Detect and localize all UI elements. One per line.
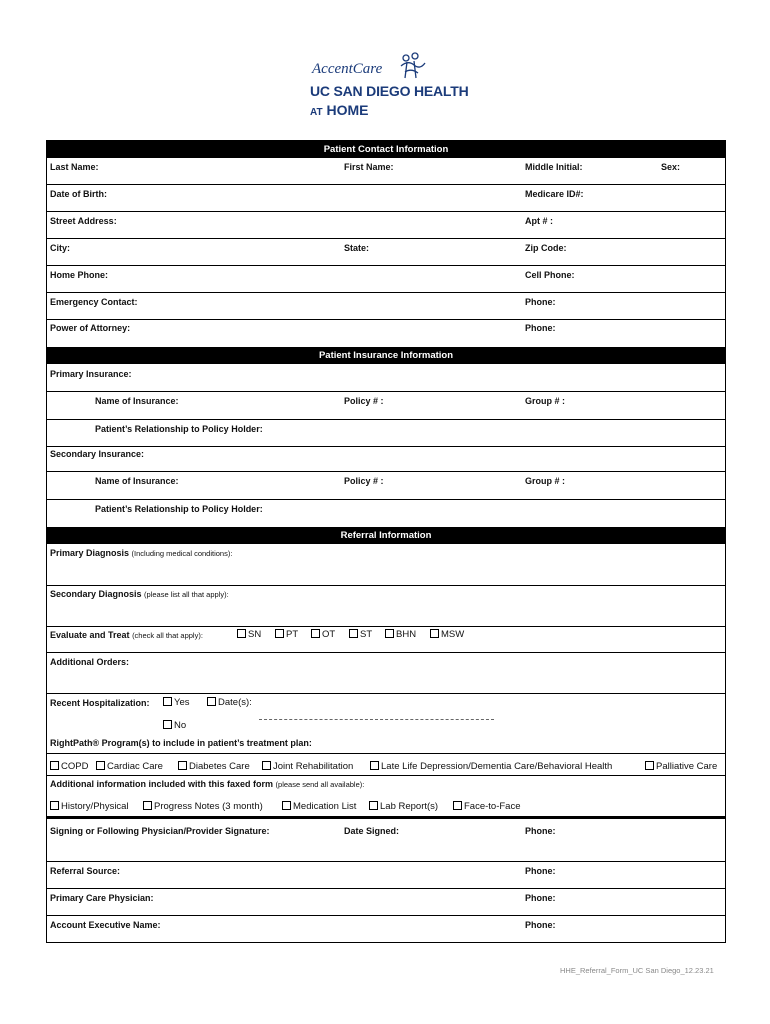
section-header-insurance: Patient Insurance Information — [47, 347, 725, 364]
checkbox-face-to-face[interactable]: Face-to-Face — [453, 801, 521, 812]
divider — [47, 419, 725, 420]
medicare-id-field[interactable]: Medicare ID#: — [525, 189, 584, 199]
city-field[interactable]: City: — [50, 243, 70, 253]
divider — [47, 265, 725, 266]
secondary-insurance-name-field[interactable]: Name of Insurance: — [95, 476, 179, 486]
primary-care-physician-field[interactable]: Primary Care Physician: — [50, 893, 154, 903]
last-name-field[interactable]: Last Name: — [50, 162, 99, 172]
divider — [47, 626, 725, 627]
checkbox-joint-rehabilitation[interactable]: Joint Rehabilitation — [262, 761, 353, 772]
additional-info-label: Additional information included with this faxed form (please send all available): — [50, 779, 365, 789]
secondary-policy-field[interactable]: Policy # : — [344, 476, 384, 486]
divider — [47, 585, 725, 586]
power-of-attorney-field[interactable]: Power of Attorney: — [50, 323, 131, 333]
section-header-contact: Patient Contact Information — [47, 141, 725, 158]
checkbox-msw[interactable]: MSW — [430, 629, 464, 640]
checkbox-cardiac-care[interactable]: Cardiac Care — [96, 761, 163, 772]
divider — [47, 775, 725, 776]
accentcare-figures-icon — [398, 52, 428, 82]
emergency-phone-field[interactable]: Phone: — [525, 297, 556, 307]
secondary-relationship-field[interactable]: Patient’s Relationship to Policy Holder: — [95, 504, 263, 514]
dates-entry-line — [259, 719, 494, 720]
checkbox-diabetes-care[interactable]: Diabetes Care — [178, 761, 250, 772]
zip-code-field[interactable]: Zip Code: — [525, 243, 567, 253]
dob-field[interactable]: Date of Birth: — [50, 189, 107, 199]
at-home-wordmark: AT HOME — [310, 102, 369, 118]
emergency-contact-field[interactable]: Emergency Contact: — [50, 297, 138, 307]
primary-insurance-name-field[interactable]: Name of Insurance: — [95, 396, 179, 406]
evaluate-treat-label: Evaluate and Treat (check all that apply): — [50, 630, 203, 640]
divider — [47, 861, 725, 862]
checkbox-bhn[interactable]: BHN — [385, 629, 416, 640]
primary-group-field[interactable]: Group # : — [525, 396, 565, 406]
checkbox-medication-list[interactable]: Medication List — [282, 801, 356, 812]
ucsd-wordmark: UC SAN DIEGO HEALTH — [310, 83, 469, 99]
referral-source-field[interactable]: Referral Source: — [50, 866, 121, 876]
street-address-field[interactable]: Street Address: — [50, 216, 117, 226]
checkbox-progress-notes[interactable]: Progress Notes (3 month) — [143, 801, 263, 812]
poa-phone-field[interactable]: Phone: — [525, 323, 556, 333]
accentcare-wordmark: AccentCare — [312, 61, 383, 77]
checkbox-history-physical[interactable]: History/Physical — [50, 801, 129, 812]
additional-orders-field[interactable]: Additional Orders: — [50, 657, 130, 667]
account-executive-phone-field[interactable]: Phone: — [525, 920, 556, 930]
home-phone-field[interactable]: Home Phone: — [50, 270, 109, 280]
referral-source-phone-field[interactable]: Phone: — [525, 866, 556, 876]
divider — [47, 391, 725, 392]
divider — [47, 499, 725, 500]
checkbox-late-life-depression[interactable]: Late Life Depression/Dementia Care/Behavioral Health — [370, 761, 612, 772]
apt-field[interactable]: Apt # : — [525, 216, 553, 226]
physician-signature-field[interactable]: Signing or Following Physician/Provider Signature: — [50, 826, 270, 836]
divider — [47, 693, 725, 694]
divider — [47, 888, 725, 889]
state-field[interactable]: State: — [344, 243, 370, 253]
checkbox-lab-reports[interactable]: Lab Report(s) — [369, 801, 438, 812]
divider — [47, 446, 725, 447]
secondary-group-field[interactable]: Group # : — [525, 476, 565, 486]
hospitalization-dates-field[interactable]: Date(s): — [207, 697, 252, 708]
company-logo — [310, 52, 480, 122]
divider — [47, 753, 725, 754]
divider — [47, 915, 725, 916]
divider — [47, 292, 725, 293]
primary-diagnosis-field[interactable]: Primary Diagnosis (Including medical conditions): — [50, 548, 233, 558]
checkbox-sn[interactable]: SN — [237, 629, 261, 640]
form-footer-id: HHE_Referral_Form_UC San Diego_12.23.21 — [560, 966, 714, 975]
pcp-phone-field[interactable]: Phone: — [525, 893, 556, 903]
secondary-diagnosis-field[interactable]: Secondary Diagnosis (please list all that apply): — [50, 589, 229, 599]
divider — [47, 652, 725, 653]
checkbox-palliative-care[interactable]: Palliative Care — [645, 761, 717, 772]
primary-insurance-label: Primary Insurance: — [50, 369, 132, 379]
rightpath-label: RightPath® Program(s) to include in patient’s treatment plan: — [50, 738, 312, 748]
divider — [47, 319, 725, 320]
account-executive-field[interactable]: Account Executive Name: — [50, 920, 161, 930]
checkbox-st[interactable]: ST — [349, 629, 372, 640]
sex-field[interactable]: Sex: — [661, 162, 681, 172]
primary-relationship-field[interactable]: Patient’s Relationship to Policy Holder: — [95, 424, 263, 434]
first-name-field[interactable]: First Name: — [344, 162, 394, 172]
primary-policy-field[interactable]: Policy # : — [344, 396, 384, 406]
divider — [47, 238, 725, 239]
secondary-insurance-label: Secondary Insurance: — [50, 449, 145, 459]
checkbox-pt[interactable]: PT — [275, 629, 298, 640]
divider — [47, 211, 725, 212]
checkbox-copd[interactable]: COPD — [50, 761, 88, 772]
date-signed-field[interactable]: Date Signed: — [344, 826, 400, 836]
divider — [47, 471, 725, 472]
middle-initial-field[interactable]: Middle Initial: — [525, 162, 583, 172]
hospitalization-yes-checkbox[interactable]: Yes — [163, 697, 190, 708]
recent-hospitalization-label: Recent Hospitalization: — [50, 698, 150, 708]
checkbox-ot[interactable]: OT — [311, 629, 335, 640]
referral-form — [46, 140, 726, 943]
section-header-referral: Referral Information — [47, 527, 725, 544]
cell-phone-field[interactable]: Cell Phone: — [525, 270, 575, 280]
thick-divider — [47, 816, 725, 819]
hospitalization-no-checkbox[interactable]: No — [163, 720, 186, 731]
physician-phone-field[interactable]: Phone: — [525, 826, 556, 836]
divider — [47, 184, 725, 185]
